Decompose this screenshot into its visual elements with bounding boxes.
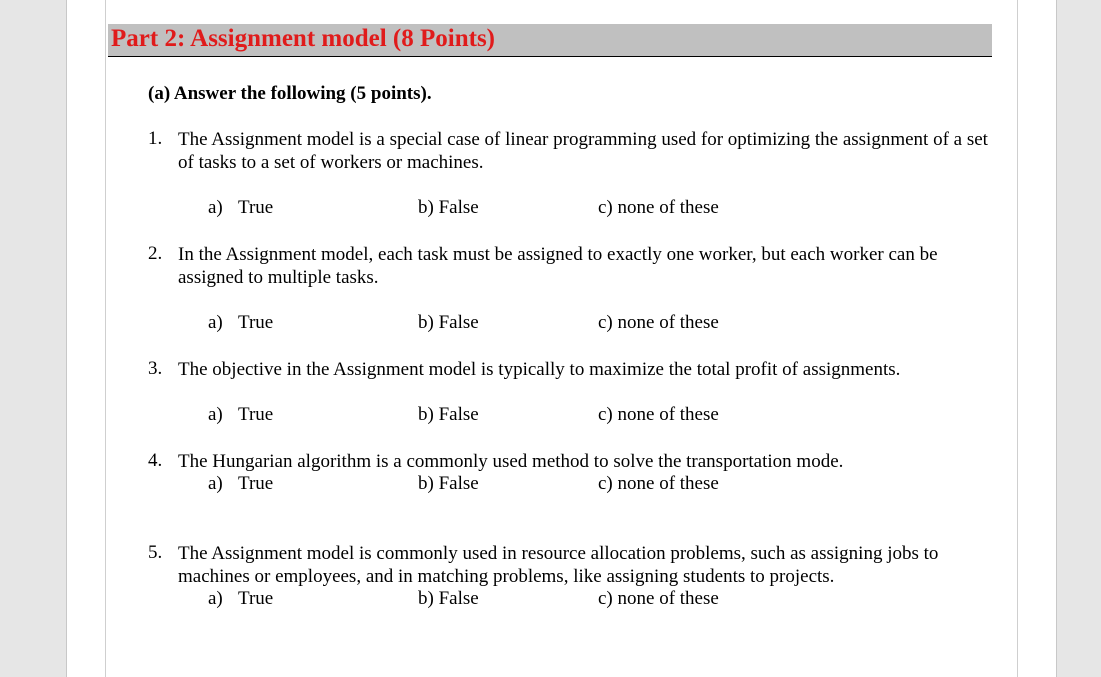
option-c: c) none of these (598, 404, 719, 425)
option-a-letter: a) (208, 404, 223, 425)
question-number: 1. (148, 128, 163, 149)
option-a-letter: a) (208, 197, 223, 218)
option-a: True (238, 404, 274, 425)
option-a-letter: a) (208, 588, 223, 609)
option-a-letter: a) (208, 473, 223, 494)
option-b: b) False (418, 197, 479, 218)
option-a: True (238, 588, 274, 609)
question-number: 2. (148, 243, 163, 264)
option-b: b) False (418, 312, 479, 333)
option-c: c) none of these (598, 588, 719, 609)
option-c: c) none of these (598, 197, 719, 218)
question-text: The objective in the Assignment model is typically to maximize the total profit of assignments. (178, 359, 901, 380)
section-heading-bar (108, 24, 992, 57)
option-a: True (238, 312, 274, 333)
option-b: b) False (418, 588, 479, 609)
subheading: (a) Answer the following (5 points). (148, 83, 432, 104)
option-c: c) none of these (598, 473, 719, 494)
option-b: b) False (418, 473, 479, 494)
option-a-letter: a) (208, 312, 223, 333)
option-a: True (238, 473, 274, 494)
question-number: 4. (148, 450, 163, 471)
option-b: b) False (418, 404, 479, 425)
option-a: True (238, 197, 274, 218)
question-text: The Assignment model is commonly used in resource allocation problems, such as assigning jobs to machines or employees, and in matching problems, like assigning students to projects. (178, 543, 939, 587)
question-text: In the Assignment model, each task must be assigned to exactly one worker, but each worker can be assigned to multiple tasks. (178, 244, 938, 288)
question-text: The Hungarian algorithm is a commonly used method to solve the transportation mode. (178, 451, 844, 472)
option-c: c) none of these (598, 312, 719, 333)
question-text: The Assignment model is a special case of linear programming used for optimizing the assignment of a set of tasks to a set of workers or machines. (178, 129, 988, 173)
section-heading: Part 2: Assignment model (8 Points) (111, 25, 495, 52)
question-number: 3. (148, 358, 163, 379)
question-number: 5. (148, 542, 163, 563)
